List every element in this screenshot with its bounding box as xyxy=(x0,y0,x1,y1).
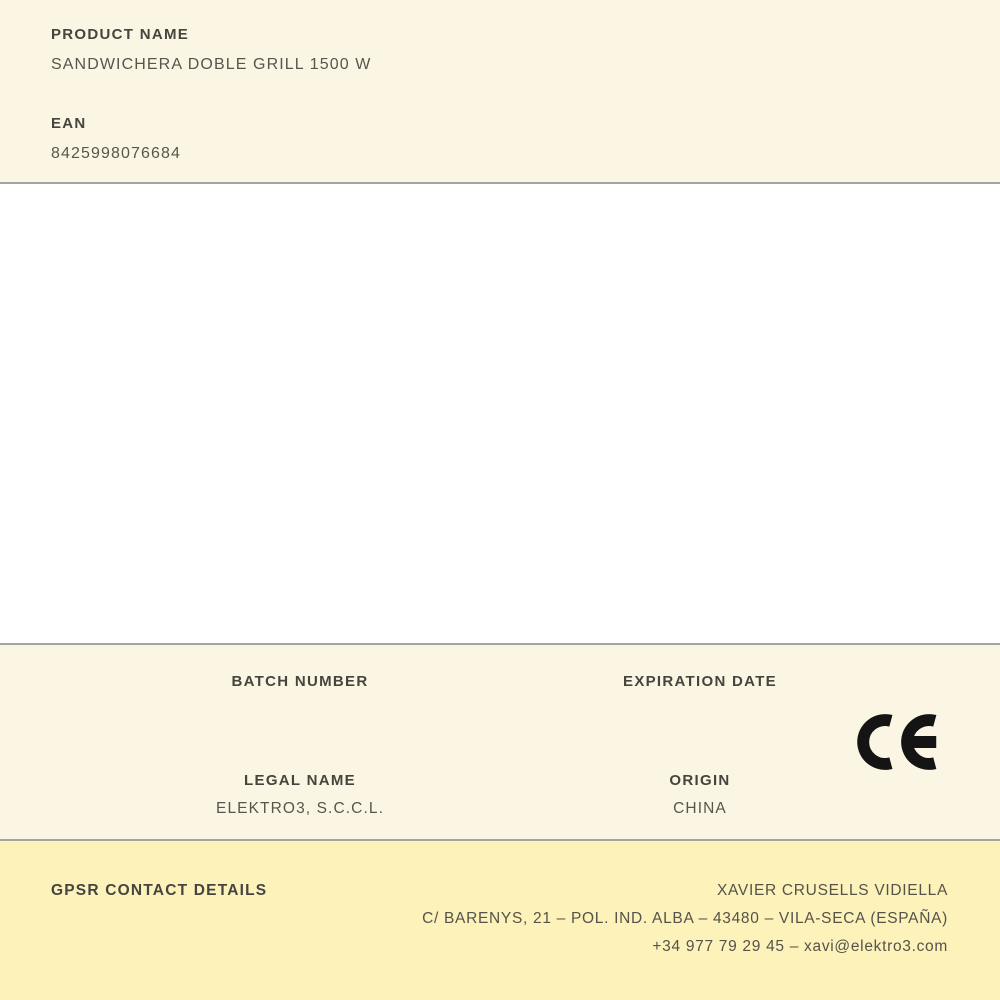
legal-name-field xyxy=(100,772,500,819)
legal-name-value: ELEKTRO3, S.C.C.L. xyxy=(216,800,384,817)
ean-label: EAN xyxy=(51,115,87,132)
batch-number-label: BATCH NUMBER xyxy=(231,673,369,690)
expiration-date-label: EXPIRATION DATE xyxy=(623,673,777,690)
gpsr-contact-name: XAVIER CRUSELLS VIDIELLA xyxy=(716,882,948,899)
product-image-area xyxy=(0,184,1000,645)
product-header-section xyxy=(0,0,1000,184)
ce-mark-icon xyxy=(857,712,941,772)
gpsr-contact-label: GPSR CONTACT DETAILS xyxy=(51,882,268,899)
batch-number-field xyxy=(100,673,500,700)
ean-value: 8425998076684 xyxy=(51,145,181,162)
expiration-date-field xyxy=(500,673,900,700)
product-name-value: SANDWICHERA DOBLE GRILL 1500 W xyxy=(51,56,372,73)
origin-label: ORIGIN xyxy=(669,772,731,789)
legal-name-label: LEGAL NAME xyxy=(244,772,356,789)
gpsr-contact-phone-email: +34 977 79 29 45 – xavi@elektro3.com xyxy=(652,938,948,955)
gpsr-contact-section xyxy=(0,841,1000,1000)
batch-info-section xyxy=(0,645,1000,841)
origin-field xyxy=(500,772,900,819)
origin-value: CHINA xyxy=(673,800,727,817)
product-name-label: PRODUCT NAME xyxy=(51,26,190,43)
gpsr-contact-block xyxy=(422,877,948,961)
gpsr-contact-address: C/ BARENYS, 21 – POL. IND. ALBA – 43480 – VILA-SECA (ESPAÑA) xyxy=(422,910,948,927)
